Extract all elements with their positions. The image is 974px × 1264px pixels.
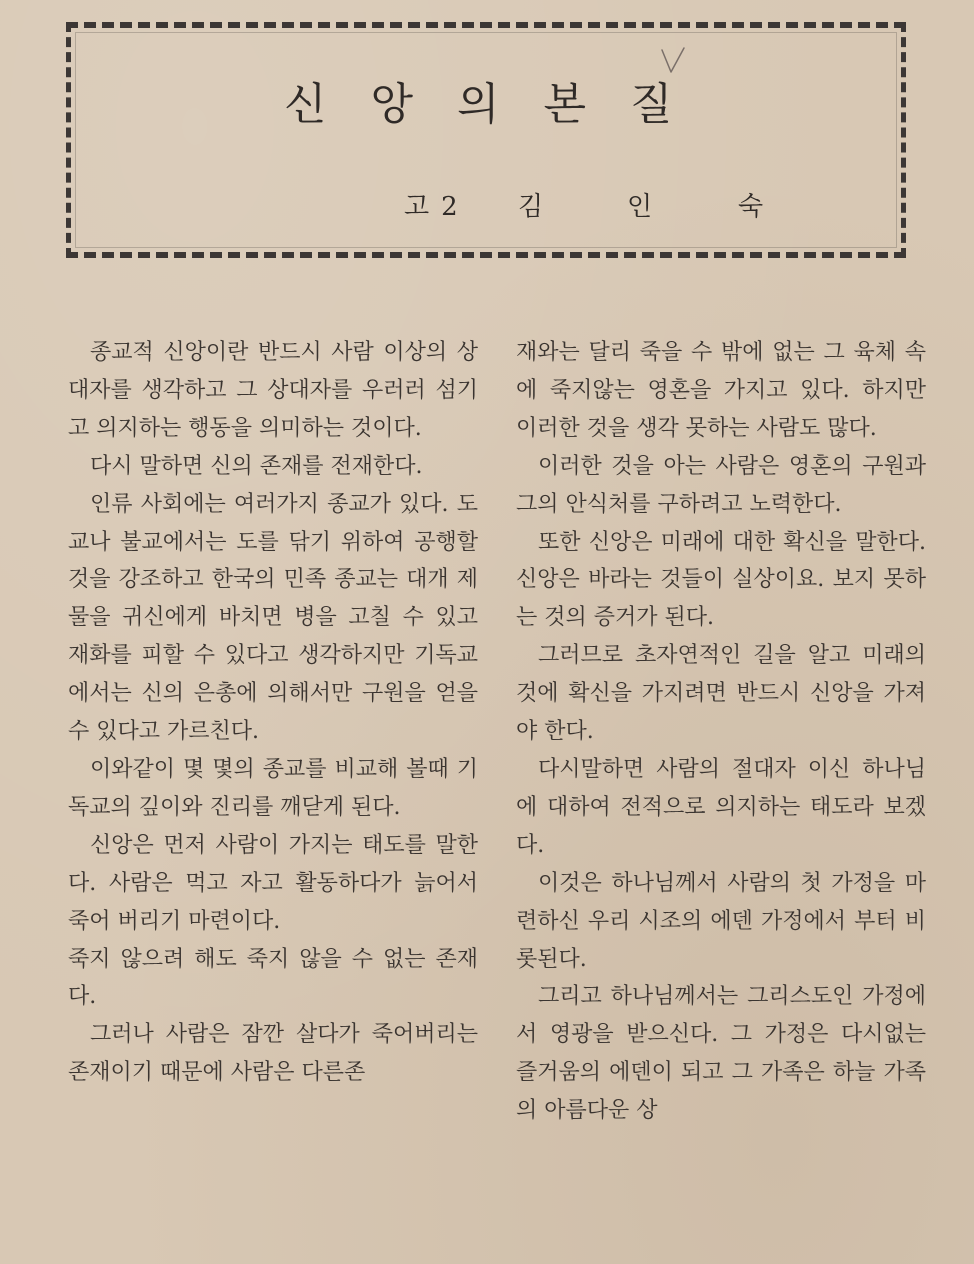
paragraph: 또한 신앙은 미래에 대한 확신을 말한다. 신앙은 바라는 것들이 실상이요. 보지 못하는 것의 증거가 된다. [516,529,926,631]
author-name-char: 김 [518,192,544,222]
paragraph: 그리고 하나님께서는 그리스도인 가정에서 영광을 받으신다. 그 가정은 다시없는 즐거움의 에덴이 되고 그 가족은 하늘 가족의 아름다운 상 [516,984,926,1124]
article-title: 신앙의본질 [284,79,717,130]
paragraph: 죽지 않으려 해도 죽지 않을 수 없는 존재다. [68,946,478,1010]
paragraph: 이와같이 몇 몇의 종교를 비교해 볼때 기독교의 깊이와 진리를 깨닫게 된다. [68,756,478,820]
paragraph: 그러므로 초자연적인 길을 알고 미래의 것에 확신을 가지려면 반드시 신앙을 가져야 한다. [516,643,926,745]
paragraph: 인류 사회에는 여러가지 종교가 있다. 도교나 불교에서는 도를 닦기 위하여 공행할 것을 강조하고 한국의 민족 종교는 대개 제물을 귀신에게 바치면 병을 고칠 수 있고 재화를 피할 수 있다고 생각하지만 기독교에서는 신의 은총에 의해서만 구원을 얻을 수 있다고 가르친다. [68,491,478,745]
paragraph: 종교적 신앙이란 반드시 사람 이상의 상대자를 생각하고 그 상대자를 우러러 섬기고 의지하는 행동을 의미하는 것이다. [68,340,478,441]
paragraph: 재와는 달리 죽을 수 밖에 없는 그 육체 속에 죽지않는 영혼을 가지고 있다. 하지만 이러한 것을 생각 못하는 사람도 많다. [516,340,926,441]
paragraph: 그러나 사람은 잠깐 살다가 죽어버리는 존재이기 때문에 사람은 다른존 [68,1022,478,1086]
author-byline [0,186,974,226]
pencil-check-mark-icon [660,46,686,76]
paragraph: 신앙은 먼저 사람이 가지는 태도를 말한다. 사람은 먹고 자고 활동하다가 늙어서 죽어 버리기 마련이다. [68,832,478,934]
paragraph: 다시 말하면 신의 존재를 전재한다. [90,453,423,479]
paragraph: 이것은 하나님께서 사람의 첫 가정을 마련하신 우리 시조의 에덴 가정에서 부터 비롯된다. [516,870,926,972]
author-name-char: 인 [627,192,653,222]
left-column [68,334,478,1092]
paragraph: 이러한 것을 아는 사람은 영혼의 구원과 그의 안식처를 구하려고 노력한다. [516,453,926,517]
author-class: 고2 [404,192,470,222]
author-name-char: 숙 [738,192,764,222]
paragraph: 다시말하면 사람의 절대자 이신 하나님에 대하여 전적으로 의지하는 태도라 보겠다. [516,756,926,858]
right-column [516,334,926,1130]
